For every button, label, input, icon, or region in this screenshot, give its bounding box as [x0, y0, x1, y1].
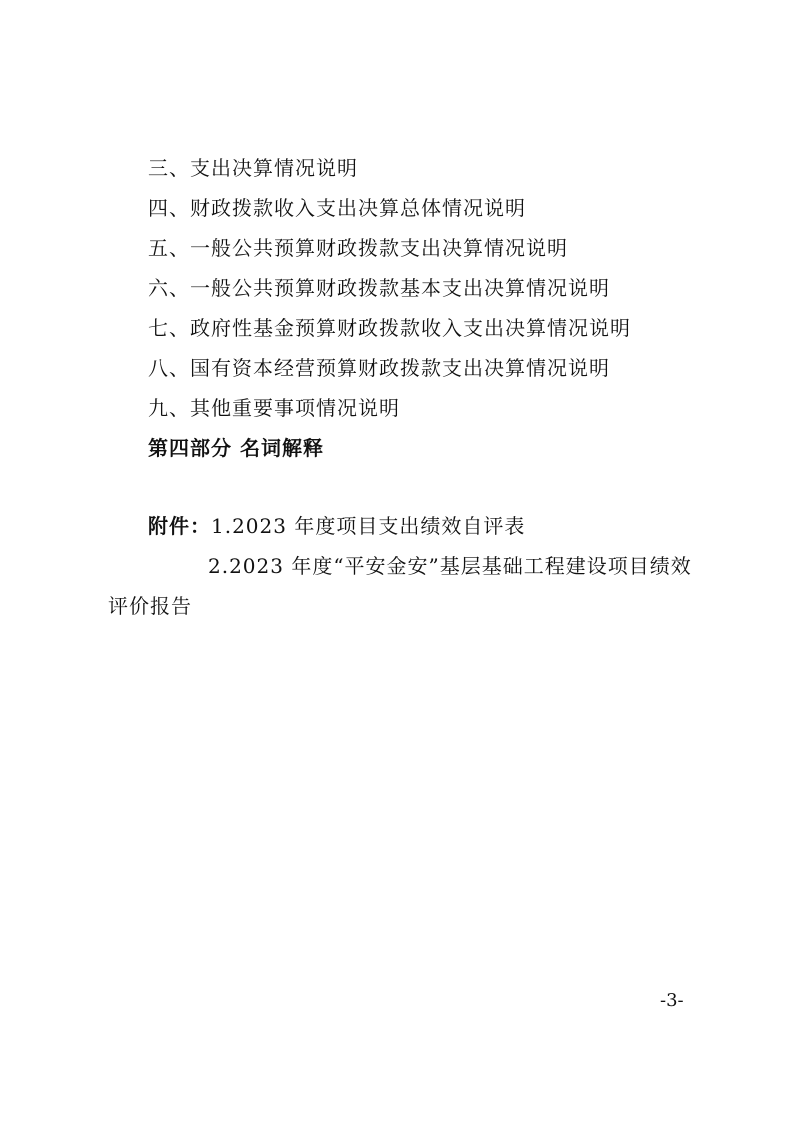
toc-item-other-important-matters: 九、其他重要事项情况说明	[148, 396, 400, 420]
page-number: -3-	[660, 990, 684, 1011]
attachment-row-1	[148, 513, 525, 539]
toc-item-government-fund-budget: 七、政府性基金预算财政拨款收入支出决算情况说明	[148, 316, 631, 340]
part4-heading: 第四部分 名词解释	[148, 436, 324, 460]
toc-item-state-capital-budget: 八、国有资本经营预算财政拨款支出决算情况说明	[148, 356, 610, 380]
attachment-item-1: 1.2023 年度项目支出绩效自评表	[211, 514, 526, 538]
toc-item-general-budget-expenditure: 五、一般公共预算财政拨款支出决算情况说明	[148, 236, 568, 260]
toc-item-expenditure-final-accounts: 三、支出决算情况说明	[148, 156, 358, 180]
toc-item-general-budget-basic-expenditure: 六、一般公共预算财政拨款基本支出决算情况说明	[148, 276, 610, 300]
attachment-item-2-line2: 评价报告	[108, 594, 192, 618]
attachment-label: 附件：	[148, 514, 211, 538]
attachment-item-2-line1: 2.2023 年度“平安金安”基层基础工程建设项目绩效	[208, 554, 692, 578]
toc-item-fiscal-allocation-overall: 四、财政拨款收入支出决算总体情况说明	[148, 196, 526, 220]
